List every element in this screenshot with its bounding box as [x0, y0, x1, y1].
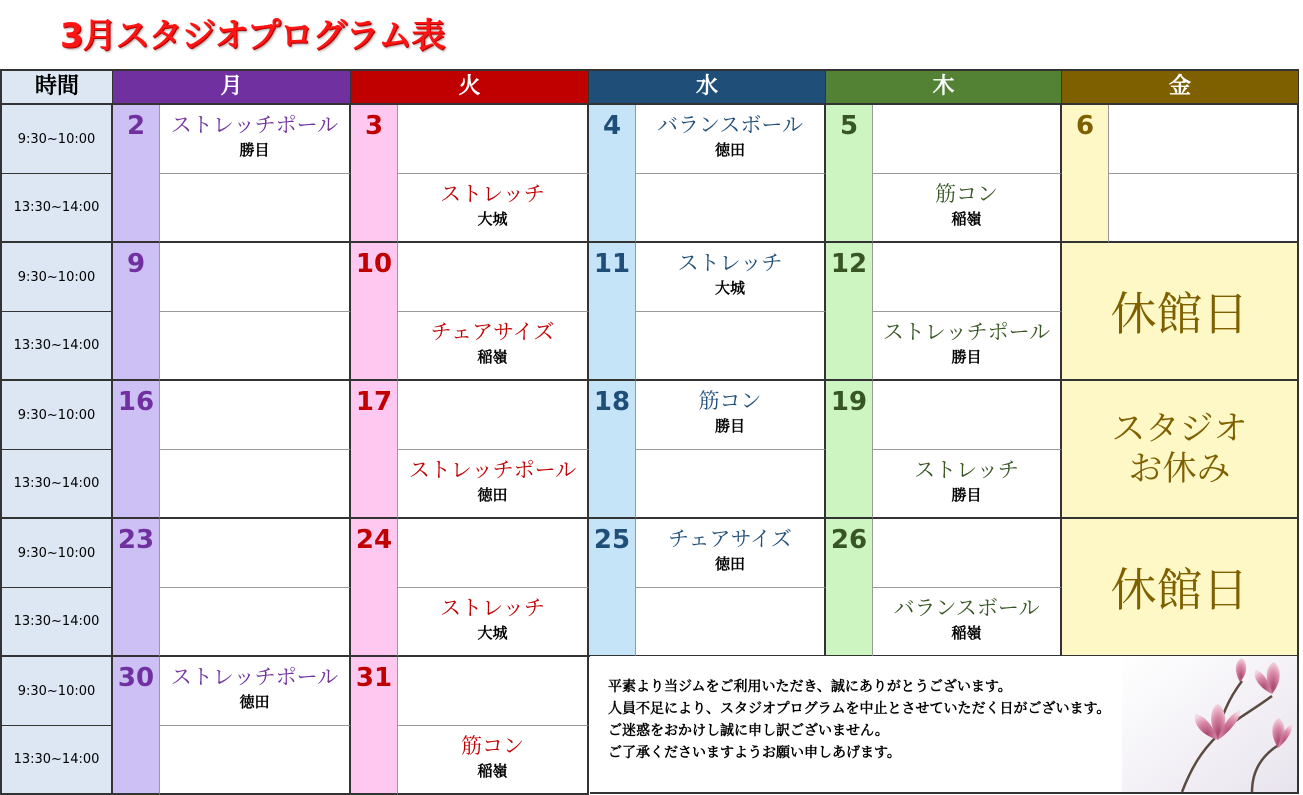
notice-text: [608, 676, 1110, 764]
instructor-name: [636, 182, 824, 185]
date-number: 25: [589, 519, 636, 657]
program-name: [636, 450, 824, 458]
program-name: [160, 243, 349, 251]
program-name: [1109, 105, 1297, 113]
time-slot-label: 9:30~10:00: [2, 105, 113, 174]
program-slot: [160, 105, 351, 174]
program-name: [873, 243, 1060, 251]
time-slot-label: 9:30~10:00: [2, 657, 113, 726]
date-number: 11: [589, 243, 636, 381]
instructor-name: [873, 527, 1060, 530]
date-number: 3: [351, 105, 398, 243]
day-header-0: 月: [113, 71, 351, 105]
date-number: 10: [351, 243, 398, 381]
date-number: 31: [351, 657, 398, 795]
date-number: 30: [113, 657, 160, 795]
time-slot-label: 13:30~14:00: [2, 726, 113, 795]
program-slot: [398, 450, 589, 519]
program-slot: [1109, 105, 1299, 174]
program-name: [398, 657, 587, 665]
instructor-name: [160, 251, 349, 254]
program-name: [160, 312, 349, 320]
program-name: チェアサイズ: [668, 527, 792, 551]
program-slot: [1109, 174, 1299, 243]
program-slot: [873, 519, 1062, 588]
program-name: 筋コン: [935, 182, 998, 206]
day-header-3: 木: [826, 71, 1062, 105]
instructor-name: [160, 458, 349, 461]
program-name: 筋コン: [698, 389, 762, 413]
date-number: 26: [826, 519, 873, 657]
instructor-name: [160, 182, 349, 185]
program-slot: [160, 243, 351, 312]
instructor-name: [398, 527, 587, 530]
program-name: [636, 588, 824, 596]
program-slot: [398, 174, 589, 243]
date-number: 12: [826, 243, 873, 381]
program-name: [398, 105, 587, 113]
instructor-name: [873, 251, 1060, 254]
instructor-name: 徳田: [714, 555, 745, 573]
program-slot: [398, 381, 589, 450]
notice-line: 人員不足により、スタジオプログラムを中止とさせていただく日がございます。: [608, 701, 1111, 717]
program-slot: [398, 519, 589, 588]
program-name: [160, 519, 349, 527]
program-name: [636, 174, 824, 182]
instructor-name: [636, 596, 824, 599]
program-name: ストレッチ: [677, 251, 783, 275]
date-number: 6: [1062, 105, 1109, 243]
instructor-name: 大城: [477, 210, 508, 228]
date-number: 19: [826, 381, 873, 519]
program-name: バランスボール: [893, 596, 1040, 620]
program-slot: [636, 312, 826, 381]
friday-closed-notice: 休館日: [1062, 243, 1299, 381]
program-slot: [398, 243, 589, 312]
instructor-name: [160, 389, 349, 392]
program-slot: [873, 312, 1062, 381]
program-slot: [160, 726, 351, 795]
instructor-name: [160, 527, 349, 530]
program-slot: [636, 381, 826, 450]
instructor-name: [398, 251, 587, 254]
program-slot: [398, 105, 589, 174]
program-slot: [636, 450, 826, 519]
program-slot: [160, 450, 351, 519]
date-number: 2: [113, 105, 160, 243]
date-number: 4: [589, 105, 636, 243]
program-name: [1109, 174, 1297, 182]
program-slot: [398, 588, 589, 657]
notice-line: 平素より当ジムをご利用いただき、誠にありがとうございます。: [608, 679, 1012, 695]
program-slot: [873, 381, 1062, 450]
program-name: チェアサイズ: [430, 320, 555, 344]
program-slot: [160, 312, 351, 381]
program-name: [873, 519, 1060, 527]
time-column-header: 時間: [2, 71, 113, 105]
instructor-name: 勝目: [951, 486, 982, 504]
program-slot: [636, 243, 826, 312]
instructor-name: 大城: [477, 624, 508, 642]
program-name: ストレッチポール: [170, 665, 339, 689]
program-slot: [398, 312, 589, 381]
magnolia-flower-image: [1122, 656, 1297, 792]
date-number: 18: [589, 381, 636, 519]
date-number: 16: [113, 381, 160, 519]
program-name: [873, 105, 1060, 113]
program-slot: [160, 381, 351, 450]
day-header-1: 火: [351, 71, 589, 105]
program-name: [160, 174, 349, 182]
instructor-name: [160, 734, 349, 737]
instructor-name: 稲嶺: [951, 624, 982, 642]
program-name: [398, 381, 587, 389]
instructor-name: 稲嶺: [951, 210, 982, 228]
program-name: バランスボール: [657, 113, 803, 137]
program-slot: [636, 519, 826, 588]
time-slot-label: 9:30~10:00: [2, 519, 113, 588]
program-name: [160, 588, 349, 596]
program-slot: [873, 105, 1062, 174]
notice-box: [590, 656, 1299, 794]
program-name: ストレッチ: [440, 596, 545, 620]
instructor-name: 稲嶺: [477, 348, 508, 366]
instructor-name: [398, 665, 587, 668]
instructor-name: 勝目: [951, 348, 982, 366]
instructor-name: 稲嶺: [477, 762, 508, 780]
program-name: [160, 726, 349, 734]
program-slot: [873, 588, 1062, 657]
instructor-name: 徳田: [714, 141, 745, 159]
program-slot: [873, 450, 1062, 519]
friday-closed-notice: 休館日: [1062, 519, 1299, 657]
program-name: [873, 381, 1060, 389]
instructor-name: 勝目: [714, 417, 745, 435]
program-slot: [160, 588, 351, 657]
time-slot-label: 13:30~14:00: [2, 450, 113, 519]
day-header-2: 水: [589, 71, 826, 105]
date-number: 5: [826, 105, 873, 243]
program-slot: [873, 243, 1062, 312]
friday-closed-notice: スタジオ お休み: [1062, 381, 1299, 519]
program-name: 筋コン: [461, 734, 524, 758]
program-name: [160, 450, 349, 458]
instructor-name: [636, 458, 824, 461]
time-slot-label: 9:30~10:00: [2, 381, 113, 450]
program-slot: [636, 174, 826, 243]
program-name: ストレッチポール: [170, 113, 339, 137]
program-name: ストレッチポール: [882, 320, 1051, 344]
program-slot: [636, 105, 826, 174]
program-name: ストレッチ: [914, 458, 1019, 482]
notice-line: ご了承くださいますようお願い申しあげます。: [608, 745, 901, 761]
instructor-name: 徳田: [477, 486, 508, 504]
instructor-name: [1109, 182, 1297, 185]
instructor-name: 徳田: [239, 693, 270, 711]
time-slot-label: 13:30~14:00: [2, 174, 113, 243]
program-name: ストレッチポール: [408, 458, 577, 482]
program-name: [398, 243, 587, 251]
instructor-name: [398, 113, 587, 116]
program-name: ストレッチ: [440, 182, 545, 206]
instructor-name: [1109, 113, 1297, 116]
program-name: [636, 312, 824, 320]
instructor-name: [636, 320, 824, 323]
program-slot: [398, 726, 589, 795]
program-slot: [398, 657, 589, 726]
date-number: 24: [351, 519, 398, 657]
time-slot-label: 13:30~14:00: [2, 588, 113, 657]
day-header-4: 金: [1062, 71, 1299, 105]
instructor-name: [873, 389, 1060, 392]
instructor-name: [160, 320, 349, 323]
date-number: 23: [113, 519, 160, 657]
date-number: 17: [351, 381, 398, 519]
program-name: [160, 381, 349, 389]
program-slot: [160, 519, 351, 588]
program-slot: [160, 174, 351, 243]
time-slot-label: 13:30~14:00: [2, 312, 113, 381]
page-title: 3月スタジオプログラム表: [60, 16, 445, 56]
instructor-name: [873, 113, 1060, 116]
instructor-name: 勝目: [239, 141, 270, 159]
schedule-table: [0, 69, 1299, 795]
instructor-name: [160, 596, 349, 599]
program-slot: [636, 588, 826, 657]
date-number: 9: [113, 243, 160, 381]
program-slot: [873, 174, 1062, 243]
program-name: [398, 519, 587, 527]
notice-line: ご迷惑をおかけし誠に申し訳ございません。: [608, 723, 889, 739]
instructor-name: 大城: [714, 279, 745, 297]
instructor-name: [398, 389, 587, 392]
time-slot-label: 9:30~10:00: [2, 243, 113, 312]
program-slot: [160, 657, 351, 726]
